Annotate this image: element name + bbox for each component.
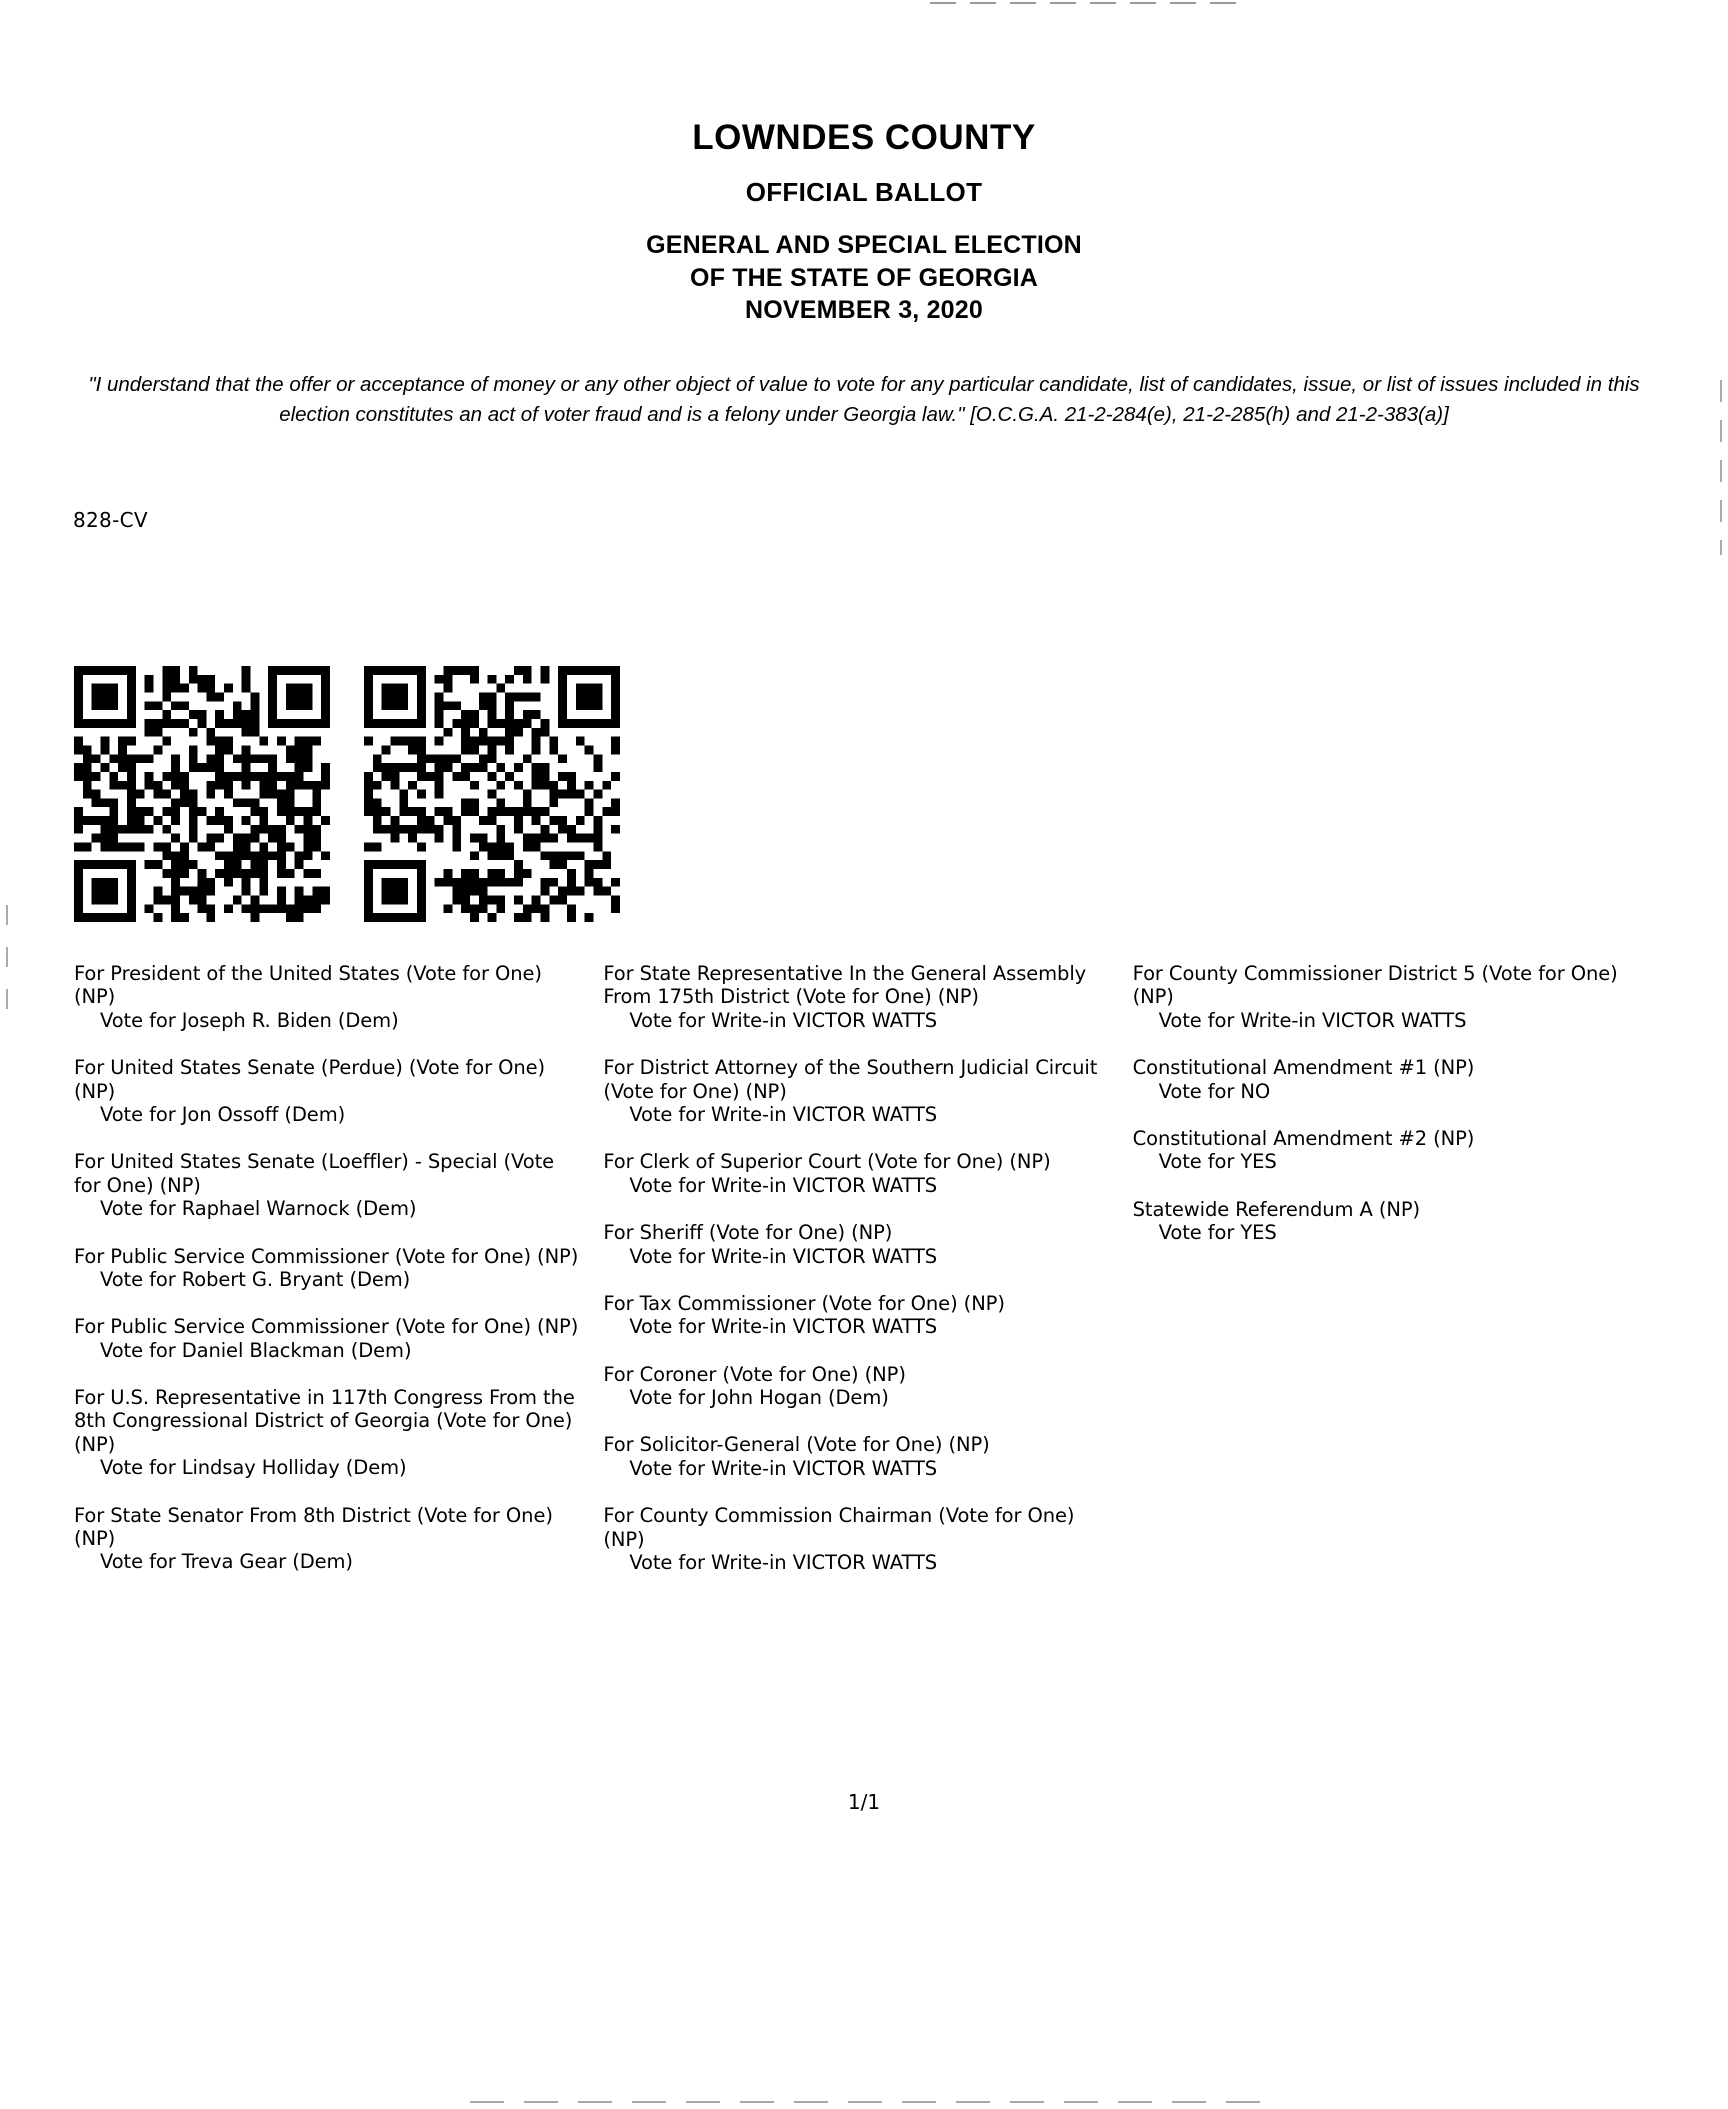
contest-block [1133,1198,1642,1245]
contest-choice: Vote for NO [1158,1079,1271,1103]
contest-block [1133,1056,1642,1103]
contest-block [603,1504,1112,1574]
contest-block [603,1150,1112,1197]
contest-title: Statewide Referendum A (NP) [1132,1197,1421,1221]
contest-title: For U.S. Representative in 117th Congress From the 8th Congressional District of Georgia (Vote for One) (NP) [74,1386,575,1456]
contest-choice: Vote for YES [1158,1150,1277,1174]
contest-choice: Vote for Write-in VICTOR WATTS [629,1244,938,1268]
contest-column-3 [1133,962,1654,1598]
election-title-line2: OF THE STATE OF GEORGIA [689,263,1039,292]
contest-title: For State Senator From 8th District (Vote for One) (NP) [74,1503,553,1551]
contest-title: For Sheriff (Vote for One) (NP) [603,1221,893,1245]
contest-title: For Clerk of Superior Court (Vote for One) (NP) [603,1150,1051,1174]
contest-title: For President of the United States (Vote for One) (NP) [74,962,542,1009]
ballot-header [0,118,1728,327]
contest-block [74,1245,583,1292]
contest-block [74,1386,583,1480]
contest-choice: Vote for Write-in VICTOR WATTS [629,1008,938,1032]
scan-edge-mark-left [6,905,8,1015]
contest-choice: Vote for Raphael Warnock (Dem) [100,1197,417,1221]
contest-choice: Vote for Joseph R. Biden (Dem) [100,1008,399,1032]
contest-title: For Coroner (Vote for One) (NP) [603,1362,906,1386]
qr-code-right [364,666,620,922]
contest-block [603,1433,1112,1480]
county-title: LOWNDES COUNTY [692,118,1036,157]
contest-title: For State Representative In the General Assembly From 175th District (Vote for One) (NP) [603,962,1087,1009]
contest-choice: Vote for Write-in VICTOR WATTS [629,1173,938,1197]
contest-choice: Vote for John Hogan (Dem) [629,1386,889,1410]
contest-title: For Public Service Commissioner (Vote for One) (NP) [74,1315,579,1339]
official-ballot-title: OFFICIAL BALLOT [745,177,983,207]
contest-choice: Vote for Write-in VICTOR WATTS [1158,1008,1467,1032]
contest-columns [74,962,1654,1598]
contest-title: For County Commissioner District 5 (Vote for One) (NP) [1132,962,1618,1009]
ballot-id-label: 828-CV [73,508,148,532]
contest-title: For Tax Commissioner (Vote for One) (NP) [603,1291,1005,1315]
contest-choice: Vote for Write-in VICTOR WATTS [629,1456,938,1480]
contest-block [1133,1127,1642,1174]
contest-choice: Vote for Write-in VICTOR WATTS [629,1102,938,1126]
election-title-line1: GENERAL AND SPECIAL ELECTION [646,231,1082,259]
contest-title: For Public Service Commissioner (Vote for One) (NP) [74,1244,579,1268]
contest-choice: Vote for Treva Gear (Dem) [100,1550,353,1574]
contest-choice: Vote for Write-in VICTOR WATTS [629,1315,938,1339]
voter-oath-text: "I understand that the offer or acceptance of money or any other object of value to vote for any particular candidate, list of candidates, issue, or list of issues included in this election constitutes an act of voter fraud and is a felony under Georgia law." [O.C.G.A. 21-2-284(e), 21-2-285(h) and 21-2-383(a)] [88,373,1640,426]
scan-edge-mark-right [1720,380,1722,555]
contest-block [603,1056,1112,1126]
contest-block [603,1221,1112,1268]
contest-title: For United States Senate (Perdue) (Vote for One) (NP) [74,1056,546,1103]
contest-title: For Solicitor-General (Vote for One) (NP) [603,1433,990,1457]
contest-choice: Vote for Jon Ossoff (Dem) [100,1102,346,1126]
election-title [0,229,1728,327]
contest-title: Constitutional Amendment #2 (NP) [1132,1126,1475,1150]
scan-edge-mark-top [930,2,1250,4]
qr-code-left [74,666,330,922]
qr-code-area [74,666,620,922]
scan-edge-mark-bottom [470,2101,1260,2103]
contest-block [74,1504,583,1574]
contest-choice: Vote for YES [1158,1221,1277,1245]
contest-title: For District Attorney of the Southern Judicial Circuit (Vote for One) (NP) [603,1056,1098,1103]
contest-block [603,1292,1112,1339]
contest-title: For County Commission Chairman (Vote for One) (NP) [603,1504,1075,1551]
contest-block [74,1056,583,1126]
contest-block [603,962,1112,1032]
contest-title: For United States Senate (Loeffler) - Special (Vote for One) (NP) [74,1150,555,1197]
contest-choice: Vote for Robert G. Bryant (Dem) [100,1267,411,1291]
contest-choice: Vote for Write-in VICTOR WATTS [629,1551,938,1575]
contest-block [74,1315,583,1362]
contest-block [603,1363,1112,1410]
election-date: NOVEMBER 3, 2020 [744,296,983,324]
contest-choice: Vote for Daniel Blackman (Dem) [100,1338,412,1362]
contest-choice: Vote for Lindsay Holliday (Dem) [100,1456,407,1480]
contest-block [74,1150,583,1220]
contest-column-2 [603,962,1124,1598]
contest-column-1 [74,962,595,1598]
contest-block [74,962,583,1032]
contest-title: Constitutional Amendment #1 (NP) [1132,1056,1475,1080]
contest-block [1133,962,1642,1032]
page-number: 1/1 [847,1790,881,1814]
